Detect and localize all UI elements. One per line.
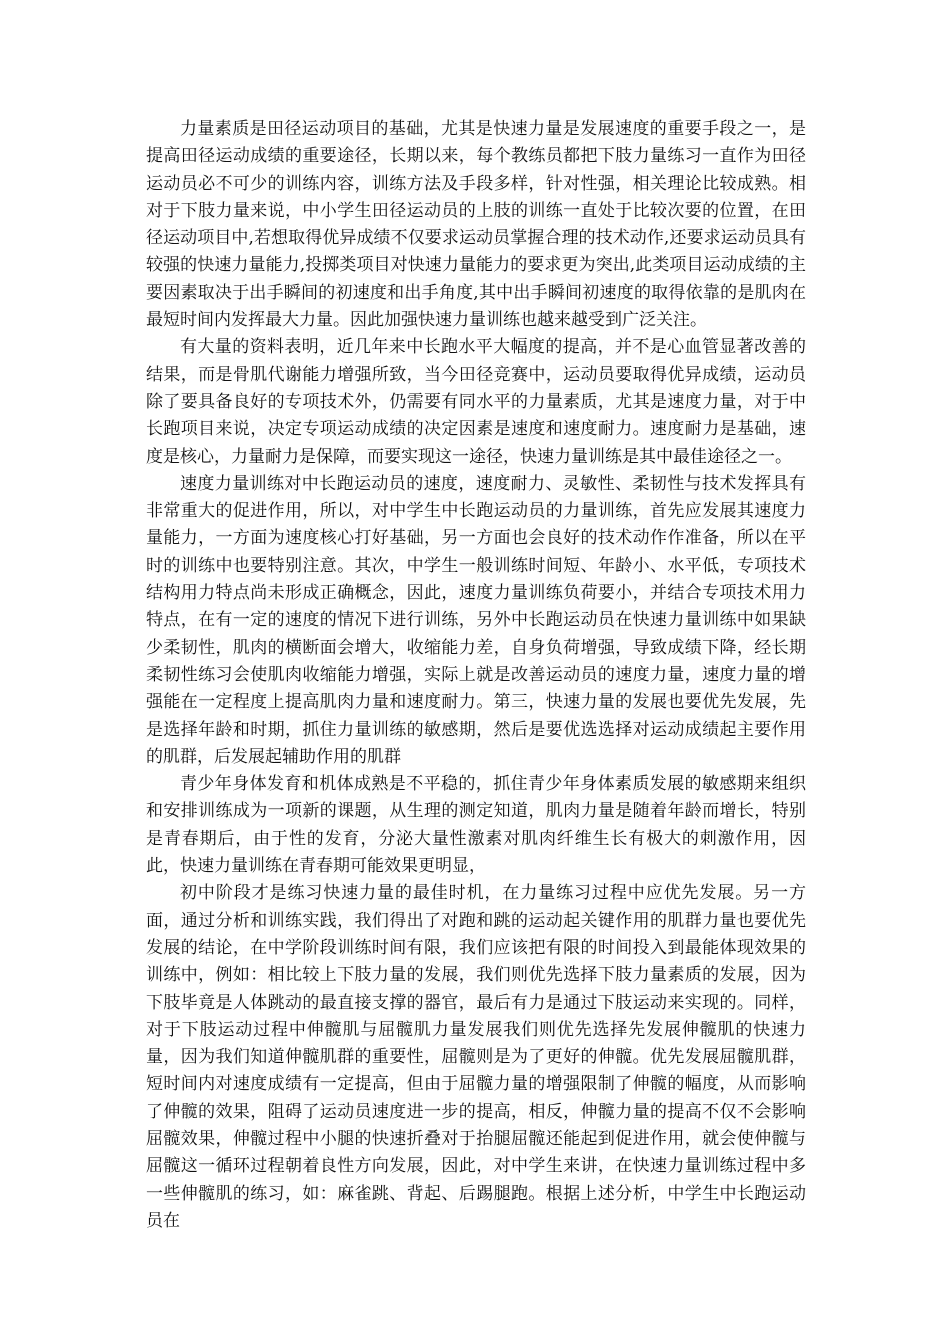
paragraph-2: 有大量的资料表明，近几年来中长跑水平大幅度的提高，并不是心血管显著改善的结果，而是骨肌代谢能力增强所致，当今田径竞赛中，运动员要取得优异成绩，运动员除了要具备良好的专项技术外，仍需要有同水平的力量素质，尤其是速度力量，对于中长跑项目来说，决定专项运动成绩的决定因素是速度和速度耐力。速度耐力是基础，速度是核心，力量耐力是保障，而要实现这一途径，快速力量训练是其中最佳途径之一。 [146, 337, 806, 467]
document-body [146, 116, 806, 1235]
paragraph-1: 力量素质是田径运动项目的基础，尤其是快速力量是发展速度的重要手段之一，是提高田径运动成绩的重要途径，长期以来，每个教练员都把下肢力量练习一直作为田径运动员必不可少的训练内容，训练方法及手段多样，针对性强，相关理论比较成熟。相对于下肢力量来说，中小学生田径运动员的上肢的训练一直处于比较次要的位置，在田径运动项目中,若想取得优异成绩不仅要求运动员掌握合理的技术动作,还要求运动员具有较强的快速力量能力,投掷类项目对快速力量能力的要求更为突出,此类项目运动成绩的主要因素取决于出手瞬间的初速度和出手角度,其中出手瞬间初速度的取得依靠的是肌肉在最短时间内发挥最大力量。因此加强快速力量训练也越来越受到广泛关注。 [146, 119, 806, 331]
paragraph-5: 初中阶段才是练习快速力量的最佳时机，在力量练习过程中应优先发展。另一方面，通过分析和训练实践，我们得出了对跑和跳的运动起关键作用的肌群力量也要优先发展的结论，在中学阶段训练时间有限，我们应该把有限的时间投入到最能体现效果的训练中，例如：相比较上下肢力量的发展，我们则优先选择下肢力量素质的发展，因为下肢毕竟是人体跳动的最直接支撑的器官，最后有力是通过下肢运动来实现的。同样，对于下肢运动过程中伸髋肌与屈髋肌力量发展我们则优先选择先发展伸髋肌的快速力量，因为我们知道伸髋肌群的重要性，屈髋则是为了更好的伸髋。优先发展屈髋肌群，短时间内对速度成绩有一定提高，但由于屈髋力量的增强限制了伸髋的幅度，从而影响了伸髋的效果，阻碍了运动员速度进一步的提高，相反，伸髋力量的提高不仅不会影响屈髋效果，伸髋过程中小腿的快速折叠对于抬腿屈髋还能起到促进作用，就会使伸髋与屈髋这一循环过程朝着良性方向发展，因此，对中学生来讲，在快速力量训练过程中多一些伸髋肌的练习，如：麻雀跳、背起、后踢腿跑。根据上述分析，中学生中长跑运动员在 [146, 883, 806, 1231]
paragraph-3: 速度力量训练对中长跑运动员的速度，速度耐力、灵敏性、柔韧性与技术发挥具有非常重大的促进作用，所以，对中学生中长跑运动员的力量训练，首先应发展其速度力量能力，一方面为速度核心打好基础，另一方面也会良好的技术动作作准备，所以在平时的训练中也要特别注意。其次，中学生一般训练时间短、年龄小、水平低，专项技术结构用力特点尚未形成正确概念，因此，速度力量训练负荷要小，并结合专项技术用力特点，在有一定的速度的情况下进行训练，另外中长跑运动员在快速力量训练中如果缺少柔韧性，肌肉的横断面会增大，收缩能力差，自身负荷增强，导致成绩下降，经长期柔韧性练习会使肌肉收缩能力增强，实际上就是改善运动员的速度力量，速度力量的增强能在一定程度上提高肌肉力量和速度耐力。第三，快速力量的发展也要优先发展，先是选择年龄和时期，抓住力量训练的敏感期，然后是要优选选择对运动成绩起主要作用的肌群，后发展起辅助作用的肌群 [146, 473, 806, 767]
paragraph-4: 青少年身体发育和机体成熟是不平稳的，抓住青少年身体素质发展的敏感期来组织和安排训练成为一项新的课题，从生理的测定知道，肌肉力量是随着年龄而增长，特别是青春期后，由于性的发育，分泌大量性激素对肌肉纤维生长有极大的刺激作用，因此，快速力量训练在青春期可能效果更明显， [146, 774, 806, 877]
